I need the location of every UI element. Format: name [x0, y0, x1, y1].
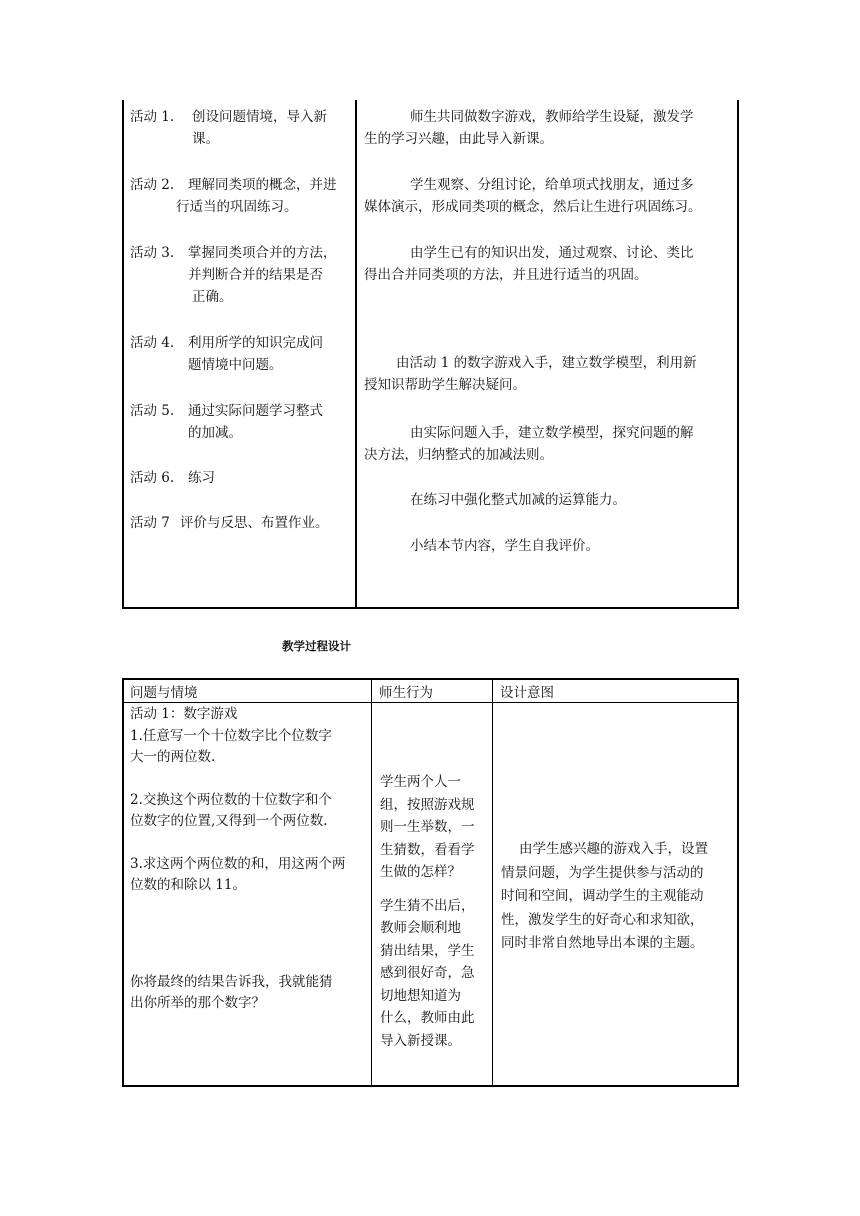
behavior-line: 猜出结果，学生	[380, 942, 475, 959]
activity-6	[130, 467, 352, 489]
behavior-line: 什么，教师由此	[380, 1010, 475, 1026]
header-teacher-student-behavior: 师生行为	[379, 685, 433, 701]
activity-text: 掌握同类项合并的方法，	[188, 245, 337, 261]
activity-label: 活动 6.	[130, 470, 175, 486]
description-line: 由实际问题入手，建立数学模型，探究问题的解	[410, 425, 694, 441]
table2-top-border	[122, 678, 739, 680]
activity-text: 练习	[188, 470, 215, 486]
activity-text-cont: 的加减。	[188, 425, 242, 441]
question: 你将最终的结果告诉我，我就能猜	[130, 973, 333, 990]
table1-middle-border	[355, 100, 357, 608]
description-7	[364, 535, 734, 557]
behavior-line: 生猜数，看看学	[380, 841, 475, 858]
activity-2	[130, 174, 352, 218]
description-line: 由学生已有的知识出发，通过观察、讨论、类比	[410, 245, 694, 261]
description-line: 授知识帮助学生解决疑问。	[364, 377, 526, 393]
section-title: 教学过程设计	[282, 639, 351, 653]
activity-text-cont: 课。	[192, 131, 219, 147]
description-line: 小结本节内容，学生自我评价。	[410, 538, 599, 554]
intent-line: 性，激发学生的好奇心和求知欲，	[501, 911, 704, 928]
activity-text: 评价与反思、布置作业。	[180, 515, 329, 531]
description-line: 在练习中强化整式加减的运算能力。	[410, 492, 626, 508]
activity-5	[130, 400, 352, 444]
table1-right-border	[737, 100, 739, 608]
activity-7	[130, 512, 352, 534]
header-problem-situation: 问题与情境	[130, 685, 198, 701]
activity-text: 利用所学的知识完成问	[188, 335, 323, 351]
behavior-line: 学生猜不出后，	[380, 897, 475, 914]
activity-text-cont: 行适当的巩固练习。	[176, 199, 298, 215]
activity-4	[130, 332, 352, 376]
description-line: 由活动 1 的数字游戏入手，建立数学模型，利用新	[396, 355, 697, 371]
activity-label: 活动 4.	[130, 335, 175, 351]
description-line: 决方法，归纳整式的加减法则。	[364, 447, 553, 463]
description-2	[364, 174, 734, 218]
table2-right-border	[737, 678, 739, 1087]
activity-text: 理解同类项的概念，并进	[188, 177, 337, 193]
behavior-line: 切地想知道为	[380, 987, 461, 1004]
step-1: 1.任意写一个十位数字比个位数字	[130, 727, 332, 744]
table2-left-border	[122, 678, 124, 1087]
activity-1	[130, 106, 352, 150]
teacher-student-behavior-cell	[380, 771, 490, 1052]
description-line: 学生观察、分组讨论，给单项式找朋友，通过多	[410, 177, 694, 193]
description-1	[364, 106, 734, 150]
activity-label: 活动 3.	[130, 245, 175, 261]
behavior-line: 生做的怎样？	[380, 864, 461, 880]
description-3	[364, 242, 734, 286]
description-4	[364, 352, 734, 396]
activity-label: 活动 2.	[130, 177, 175, 193]
behavior-line: 教师会顺利地	[380, 920, 461, 936]
table2-col-divider-1	[371, 678, 372, 1087]
activity-label: 活动 5.	[130, 403, 175, 419]
intent-line: 同时非常自然地导出本课的主题。	[501, 935, 704, 951]
table1-left-border	[122, 100, 124, 608]
activity-3	[130, 242, 352, 308]
question-cont: 出你所举的那个数字？	[130, 995, 265, 1011]
table2-header-divider	[122, 702, 739, 703]
intent-line: 由学生感兴趣的游戏入手，设置	[519, 841, 708, 857]
behavior-line: 组，按照游戏规	[380, 796, 475, 813]
behavior-line: 则一生举数，一	[380, 819, 475, 835]
behavior-line: 感到很好奇，急	[380, 965, 475, 981]
description-5	[364, 422, 734, 466]
step-3-cont: 位数的和除以 11。	[130, 877, 246, 893]
step-2-cont: 位数字的位置,又得到一个两位数.	[130, 813, 328, 829]
activity-text-cont: 正确。	[192, 289, 233, 305]
header-design-intent: 设计意图	[500, 685, 554, 701]
description-line: 生的学习兴趣，由此导入新课。	[364, 131, 553, 147]
activity-text: 通过实际问题学习整式	[188, 403, 323, 419]
activity-text-cont: 并判断合并的结果是否	[188, 267, 323, 283]
activity-text: 创设问题情境，导入新	[192, 109, 327, 125]
intent-line: 时间和空间，调动学生的主观能动	[501, 888, 704, 904]
description-line: 媒体演示，形成同类项的概念，然后让生进行巩固练习。	[364, 199, 702, 215]
intent-line: 情景问题，为学生提供参与活动的	[501, 864, 704, 881]
table2-bottom-border	[122, 1085, 739, 1087]
activity-label: 活动 7	[130, 515, 170, 531]
description-6	[364, 489, 734, 511]
description-line: 得出合并同类项的方法，并且进行适当的巩固。	[364, 267, 648, 283]
behavior-line: 学生两个人一	[380, 774, 461, 790]
activity-title: 活动 1：数字游戏	[130, 706, 238, 722]
problem-situation-cell	[130, 704, 368, 1015]
activity-text-cont: 题情境中问题。	[188, 357, 283, 373]
description-line: 师生共同做数字游戏，教师给学生设疑，激发学	[410, 109, 694, 125]
table1-bottom-border	[122, 607, 739, 609]
step-2: 2.交换这个两位数的十位数字和个	[130, 791, 332, 808]
step-1-cont: 大一的两位数.	[130, 749, 216, 765]
design-intent-cell	[501, 838, 735, 956]
table2-col-divider-2	[492, 678, 493, 1087]
activity-label: 活动 1.	[130, 109, 175, 125]
step-3: 3.求这两个两位数的和，用这两个两	[130, 855, 346, 872]
behavior-line: 导入新授课。	[380, 1032, 461, 1049]
